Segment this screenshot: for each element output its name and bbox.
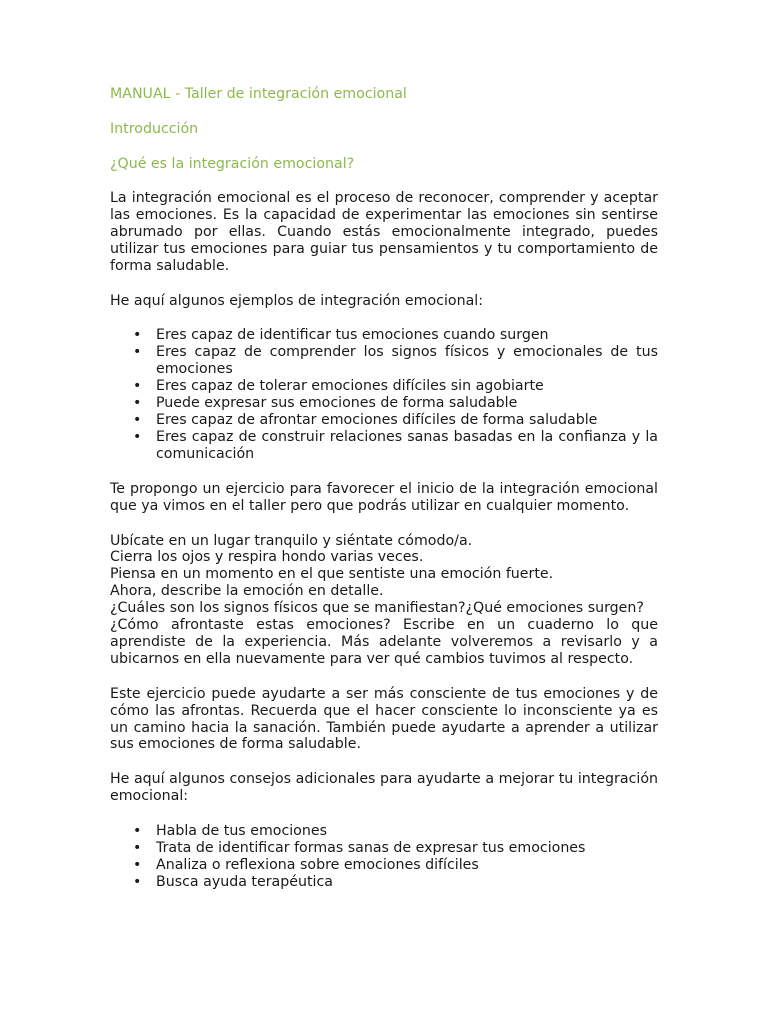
list-item-text: Eres capaz de identificar tus emociones cuando surgen <box>156 327 549 344</box>
exercise-step: Ubícate en un lugar tranquilo y siéntate cómodo/a. <box>110 532 473 549</box>
bullet-icon: • <box>133 395 142 412</box>
exercise-steps <box>110 533 658 668</box>
bullet-icon: • <box>133 428 142 445</box>
tips-list <box>110 823 658 891</box>
list-item <box>110 429 658 463</box>
list-item <box>110 378 658 395</box>
list-item-text: Analiza o reflexiona sobre emociones difíciles <box>156 857 479 873</box>
list-item-text: Puede expresar sus emociones de forma saludable <box>156 395 518 412</box>
tips-intro-paragraph: He aquí algunos consejos adicionales para ayudarte a mejorar tu integración emocional: <box>110 771 658 805</box>
document-title: MANUAL - Taller de integración emocional <box>110 86 407 102</box>
bullet-icon: • <box>133 823 142 840</box>
list-item <box>110 857 658 874</box>
bullet-icon: • <box>133 840 142 857</box>
definition-paragraph: La integración emocional es el proceso de reconocer, comprender y aceptar las emociones. Es la capacidad de experimentar las emociones sin sentirse abrumado por ellas. Cuando estás emocionalmente integrado, puedes utilizar tus emociones para guiar tus pensamientos y tu comportamiento de forma saludable. <box>110 190 658 274</box>
list-item <box>110 327 658 344</box>
section-heading-introduction: Introducción <box>110 121 199 137</box>
list-item-text: Trata de identificar formas sanas de expresar tus emociones <box>156 840 586 857</box>
examples-list <box>110 327 658 462</box>
list-item <box>110 344 658 378</box>
list-item-text: Busca ayuda terapéutica <box>156 873 333 890</box>
exercise-step: ¿Cuáles son los signos físicos que se manifiestan?¿Qué emociones surgen? <box>110 600 644 617</box>
bullet-icon: • <box>133 344 142 361</box>
bullet-icon: • <box>133 327 142 344</box>
list-item <box>110 840 658 857</box>
exercise-benefit-paragraph: Este ejercicio puede ayudarte a ser más consciente de tus emociones y de cómo las afrontas. Recuerda que el hacer consciente lo inconsciente ya es un camino hacia la sanación. También puede ayudarte a aprender a utilizar sus emociones de forma saludable. <box>110 685 658 753</box>
exercise-step: Ahora, describe la emoción en detalle. <box>110 583 384 600</box>
list-item-text: Eres capaz de afrontar emociones difíciles de forma saludable <box>156 411 598 428</box>
exercise-step: Piensa en un momento en el que sentiste una emoción fuerte. <box>110 566 554 583</box>
list-item <box>110 412 658 429</box>
list-item <box>110 823 658 840</box>
list-item <box>110 874 658 891</box>
list-item-text: Eres capaz de tolerar emociones difíciles sin agobiarte <box>156 378 544 395</box>
bullet-icon: • <box>133 411 142 428</box>
list-item <box>110 395 658 412</box>
exercise-step: Cierra los ojos y respira hondo varias veces. <box>110 549 424 566</box>
section-heading-question: ¿Qué es la integración emocional? <box>110 156 355 172</box>
bullet-icon: • <box>133 857 142 873</box>
list-item-text: Eres capaz de construir relaciones sanas basadas en la confianza y la comunicación <box>156 428 658 462</box>
exercise-intro-paragraph: Te propongo un ejercicio para favorecer el inicio de la integración emocional que ya vimos en el taller pero que podrás utilizar en cualquier momento. <box>110 480 658 514</box>
examples-intro: He aquí algunos ejemplos de integración emocional: <box>110 292 483 309</box>
bullet-icon: • <box>133 378 142 395</box>
bullet-icon: • <box>133 873 142 890</box>
document-page <box>110 85 658 891</box>
list-item-text: Eres capaz de comprender los signos físicos y emocionales de tus emociones <box>156 344 658 378</box>
exercise-step: ¿Cómo afrontaste estas emociones? Escribe en un cuaderno lo que aprendiste de la experiencia. Más adelante volveremos a revisarlo y a ubicarnos en ella nuevamente para ver qué cambios tuvimos al respecto. <box>110 617 658 667</box>
list-item-text: Habla de tus emociones <box>156 823 327 840</box>
